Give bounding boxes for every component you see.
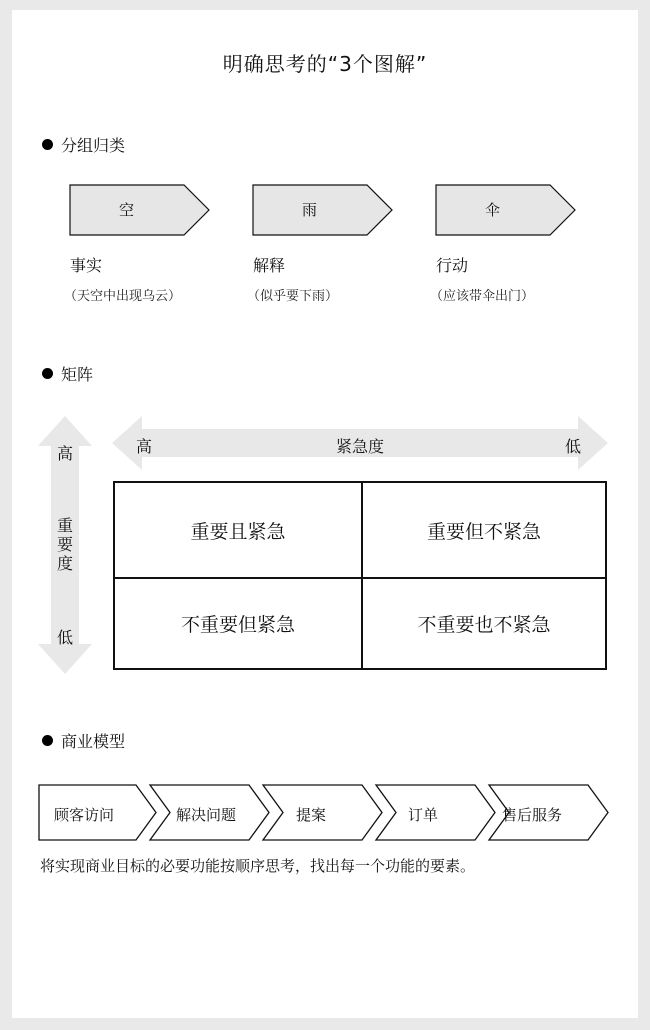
importance-high-label: 高 xyxy=(57,444,74,463)
matrix-cell-important-not-urgent: 重要但不紧急 xyxy=(426,520,541,543)
step-label-fact: 事实 xyxy=(70,256,103,275)
section-heading-label: 商业模型 xyxy=(61,732,126,751)
chip-label: 伞 xyxy=(484,201,500,219)
step-label-interpretation: 解释 xyxy=(253,256,286,275)
page-title: 明确思考的“3个图解” xyxy=(222,52,428,76)
importance-low-label: 低 xyxy=(57,628,74,647)
matrix-cell-not-important-urgent: 不重要但紧急 xyxy=(180,614,295,636)
step-sub-action: （应该带伞出门） xyxy=(430,289,535,304)
bullet-dot-icon xyxy=(42,735,53,746)
flow-step-1-label: 顾客访问 xyxy=(54,806,115,824)
matrix-cell-important-urgent: 重要且紧急 xyxy=(190,520,286,543)
flow-step-4-label: 订单 xyxy=(408,806,439,824)
importance-axis-label-2: 要 xyxy=(57,535,74,554)
urgency-low-label: 低 xyxy=(565,437,582,456)
pentagon-chip-1 xyxy=(69,184,211,236)
bullet-dot-icon xyxy=(42,368,53,379)
flow-step-3-label: 提案 xyxy=(296,806,327,824)
flow-step-2-label: 解决问题 xyxy=(176,806,237,824)
chip-label: 雨 xyxy=(301,201,317,219)
step-sub-interpretation: （似乎要下雨） xyxy=(247,289,339,304)
business-model-note: 将实现商业目标的必要功能按顺序思考，找出每一个功能的要素。 xyxy=(40,857,476,875)
step-label-action: 行动 xyxy=(436,256,469,275)
importance-axis-label-3: 度 xyxy=(57,554,74,573)
urgency-axis-label: 紧急度 xyxy=(335,437,384,456)
priority-matrix xyxy=(113,481,607,670)
page-card xyxy=(12,10,638,1018)
section-heading-label: 分组归类 xyxy=(61,136,126,155)
section-heading-grouping xyxy=(42,133,125,156)
step-sub-fact: （天空中出现乌云） xyxy=(64,289,182,304)
section-heading-business-model xyxy=(42,729,125,752)
urgency-high-label: 高 xyxy=(136,437,153,456)
pentagon-chip-2 xyxy=(252,184,394,236)
matrix-cell-not-important-not-urgent: 不重要也不紧急 xyxy=(417,614,551,636)
section-heading-matrix xyxy=(42,362,93,385)
pentagon-chip-3 xyxy=(435,184,577,236)
bullet-dot-icon xyxy=(42,139,53,150)
importance-axis-label-1: 重 xyxy=(57,516,74,535)
section-heading-label: 矩阵 xyxy=(61,365,94,384)
flow-step-5-label: 售后服务 xyxy=(502,806,563,824)
chip-label: 空 xyxy=(118,201,134,219)
